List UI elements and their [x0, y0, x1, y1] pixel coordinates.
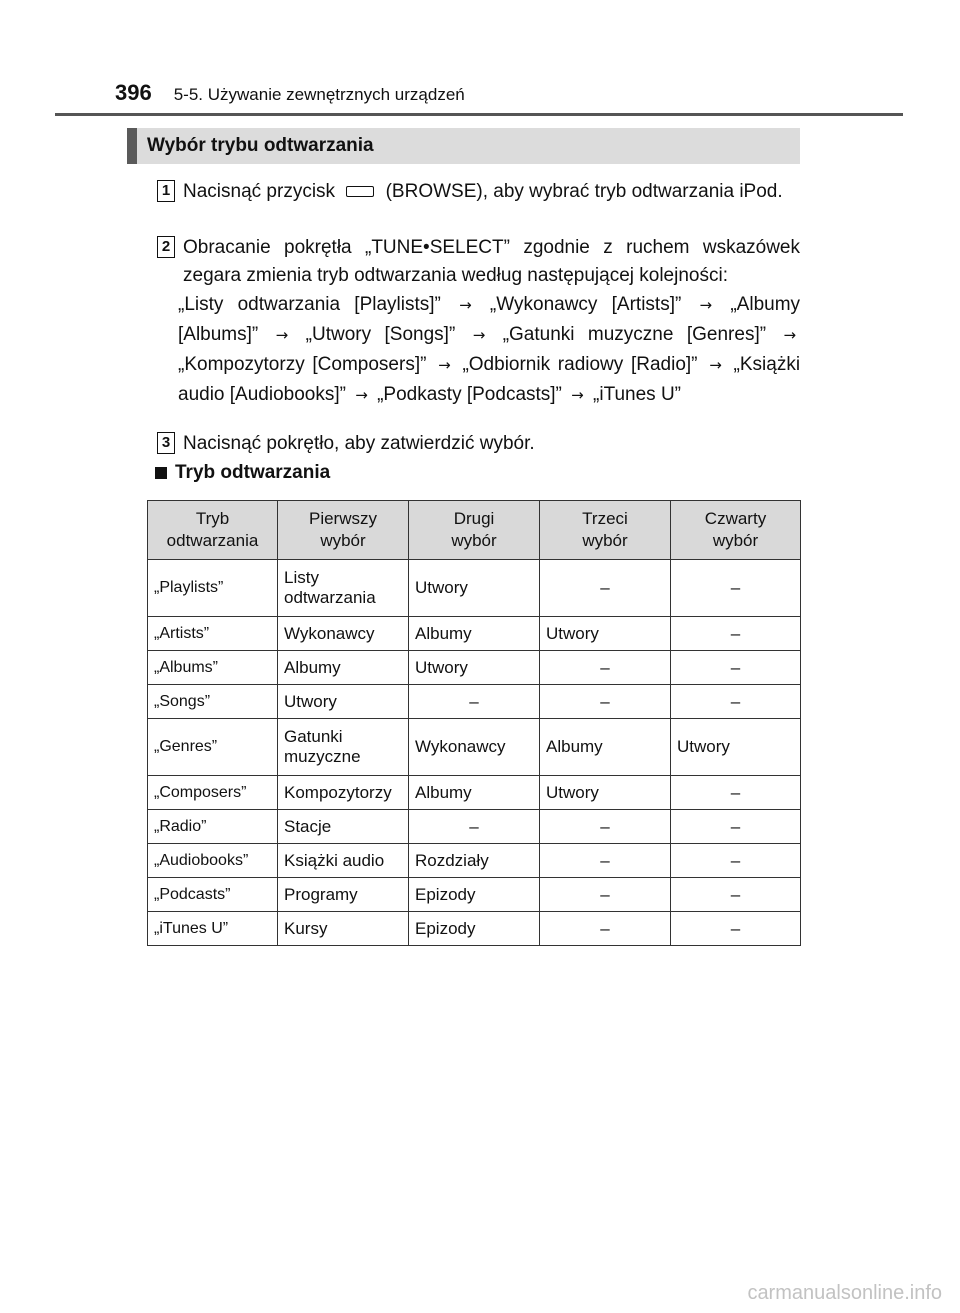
page-header	[115, 80, 465, 110]
table-header-cell: Drugi wybór	[409, 501, 540, 560]
step-3	[157, 430, 800, 458]
table-cell: „Podcasts”	[148, 878, 278, 912]
table-cell: –	[671, 776, 801, 810]
subheading	[155, 462, 330, 484]
table-cell: Listy odtwarzania	[278, 560, 409, 617]
sequence-item: „Gatunki muzyczne [Genres]”	[502, 324, 767, 345]
table-cell: „Albums”	[148, 651, 278, 685]
table-cell: „Radio”	[148, 810, 278, 844]
table-cell: –	[671, 844, 801, 878]
sequence-item: „Albumy [Albums]”	[178, 294, 801, 345]
arrow-right-icon: →	[571, 386, 584, 404]
table-row	[148, 810, 801, 844]
step-number: 1	[157, 180, 175, 202]
step-text	[183, 178, 800, 206]
arrow-right-icon: →	[709, 356, 722, 374]
watermark: carmanualsonline.info	[747, 1282, 942, 1304]
table-row	[148, 560, 801, 617]
sequence-item: „Odbiornik radiowy [Radio]”	[462, 354, 698, 375]
table-cell: „Genres”	[148, 719, 278, 776]
sequence-item: „Podkasty [Podcasts]”	[377, 384, 562, 405]
sequence-item: „Utwory [Songs]”	[305, 324, 456, 345]
table-cell: –	[540, 912, 671, 946]
table-row	[148, 912, 801, 946]
table-header-cell: Trzeci wybór	[540, 501, 671, 560]
table-row	[148, 719, 801, 776]
table-cell: „iTunes U”	[148, 912, 278, 946]
table-header-row	[148, 501, 801, 560]
table-cell: –	[540, 878, 671, 912]
table-cell: Wykonawcy	[409, 719, 540, 776]
step-text-before: Nacisnąć przycisk	[183, 181, 336, 202]
table-cell: –	[671, 651, 801, 685]
table-cell: Wykonawcy	[278, 617, 409, 651]
table-row	[148, 617, 801, 651]
table-cell: Utwory	[409, 560, 540, 617]
table-cell: „Songs”	[148, 685, 278, 719]
table-row	[148, 878, 801, 912]
table-cell: Epizody	[409, 878, 540, 912]
arrow-right-icon: →	[438, 356, 451, 374]
table-header-cell: Czwarty wybór	[671, 501, 801, 560]
square-bullet-icon	[155, 467, 167, 479]
table-cell: Gatunki muzyczne	[278, 719, 409, 776]
mode-sequence	[178, 290, 800, 410]
arrow-right-icon: →	[783, 326, 797, 344]
table-cell: Kompozytorzy	[278, 776, 409, 810]
table-row	[148, 844, 801, 878]
table-cell: Utwory	[540, 776, 671, 810]
step-1	[157, 178, 800, 206]
table-cell: Książki audio	[278, 844, 409, 878]
section-bar	[127, 128, 800, 164]
playback-mode-table	[147, 500, 801, 946]
table-cell: –	[671, 560, 801, 617]
section-accent	[127, 128, 137, 164]
step-number: 3	[157, 432, 175, 454]
table-cell: Programy	[278, 878, 409, 912]
table-cell: Albumy	[278, 651, 409, 685]
table-cell: –	[671, 810, 801, 844]
table-cell: Utwory	[278, 685, 409, 719]
table-cell: –	[540, 844, 671, 878]
table-cell: Albumy	[409, 776, 540, 810]
table-cell: –	[409, 810, 540, 844]
table-cell: –	[671, 878, 801, 912]
table-cell: Albumy	[540, 719, 671, 776]
arrow-right-icon: →	[355, 386, 368, 404]
table-cell: –	[671, 912, 801, 946]
step-number: 2	[157, 236, 175, 258]
step-2	[157, 234, 800, 290]
page-number: 396	[115, 80, 152, 105]
sequence-item: „Wykonawcy [Artists]”	[489, 294, 682, 315]
table-header-cell: Tryb odtwarzania	[148, 501, 278, 560]
table-cell: „Playlists”	[148, 560, 278, 617]
sequence-item: „Kompozytorzy [Composers]”	[178, 354, 427, 375]
arrow-right-icon: →	[459, 296, 472, 314]
sequence-item: „iTunes U”	[593, 384, 682, 405]
table-row	[148, 651, 801, 685]
arrow-right-icon: →	[699, 296, 713, 314]
table-cell: Rozdziały	[409, 844, 540, 878]
table-cell: –	[540, 560, 671, 617]
table-cell: –	[409, 685, 540, 719]
sequence-item: „Książki audio [Audiobooks]”	[178, 354, 801, 405]
step-text: Obracanie pokrętła „TUNE•SELECT” zgodnie z ruchem wskazówek zegara zmienia tryb odtwarzania według następującej kolejności:	[183, 237, 800, 286]
browse-button-icon	[346, 186, 374, 197]
table-cell: –	[540, 810, 671, 844]
table-cell: –	[671, 685, 801, 719]
table-cell: Stacje	[278, 810, 409, 844]
step-text: Nacisnąć pokrętło, aby zatwierdzić wybór.	[183, 433, 535, 454]
table-cell: Kursy	[278, 912, 409, 946]
table-cell: Albumy	[409, 617, 540, 651]
table-row	[148, 776, 801, 810]
table-cell: Utwory	[671, 719, 801, 776]
table-cell: –	[540, 685, 671, 719]
arrow-right-icon: →	[275, 326, 289, 344]
table-row	[148, 685, 801, 719]
table-cell: Epizody	[409, 912, 540, 946]
table-cell: –	[671, 617, 801, 651]
table-header-cell: Pierwszy wybór	[278, 501, 409, 560]
arrow-right-icon: →	[472, 326, 486, 344]
table-cell: Utwory	[540, 617, 671, 651]
table-cell: „Artists”	[148, 617, 278, 651]
table-cell: „Composers”	[148, 776, 278, 810]
section-title: Wybór trybu odtwarzania	[147, 135, 374, 156]
header-rule	[55, 113, 903, 116]
table-cell: Utwory	[409, 651, 540, 685]
subheading-text: Tryb odtwarzania	[175, 462, 331, 483]
chapter-title: 5-5. Używanie zewnętrznych urządzeń	[173, 85, 465, 104]
sequence-item: „Listy odtwarzania [Playlists]”	[178, 294, 441, 315]
table-cell: „Audiobooks”	[148, 844, 278, 878]
step-text-after: (BROWSE), aby wybrać tryb odtwarzania iPod.	[385, 181, 783, 202]
table-cell: –	[540, 651, 671, 685]
